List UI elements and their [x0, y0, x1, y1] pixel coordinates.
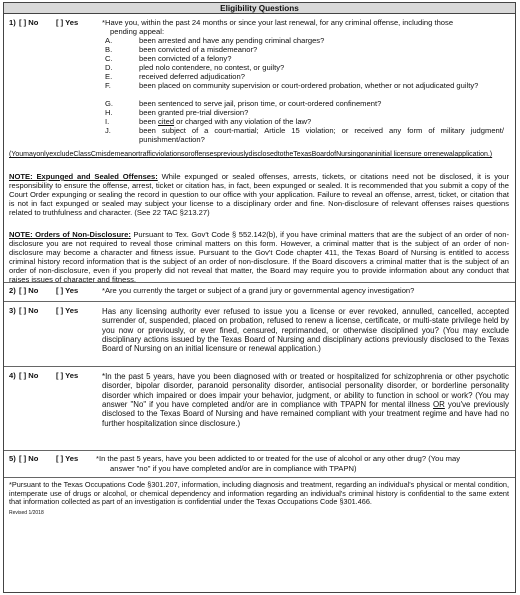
- item-letter: B.: [105, 45, 113, 54]
- item-letter: J.: [105, 126, 111, 135]
- question-1-no-checkbox[interactable]: [ ] No: [19, 18, 39, 27]
- question-2-no-checkbox[interactable]: [ ] No: [19, 286, 39, 295]
- item-text: been convicted of a felony?: [139, 54, 232, 63]
- item-letter: G.: [105, 99, 114, 108]
- item-text: been sentenced to serve jail, prison time, or court-ordered confinement?: [139, 99, 382, 108]
- question-3-no-checkbox[interactable]: [ ] No: [19, 306, 39, 315]
- divider: [4, 366, 515, 367]
- item-letter: E.: [105, 72, 113, 81]
- question-3-yes-checkbox[interactable]: [ ] Yes: [56, 306, 79, 315]
- question-5-text-cont: answer "no" if you have completed and/or are in compliance with TPAPN): [110, 464, 357, 473]
- item-letter: A.: [105, 36, 113, 45]
- item-text: pled nolo contendere, no contest, or guilty?: [139, 63, 285, 72]
- question-5-number: 5): [9, 454, 16, 463]
- item-text: been cited or charged with any violation of the law?: [139, 117, 312, 126]
- question-1-text: *Have you, within the past 24 months or since your last renewal, for any criminal offense, including those: [102, 18, 454, 27]
- item-letter: I.: [105, 117, 110, 126]
- question-1-yes-checkbox[interactable]: [ ] Yes: [56, 18, 79, 27]
- non-disclosure-note: NOTE: Orders of Non-Disclosure: Pursuant to Tex. Gov't Code § 552.142(b), if you have criminal matters that are the subject of an order of non-disclosure you are not required to reveal those criminal matters on this form. However, a criminal matter that is the subject of an order of non-disclosure may become a character and fitness issue. Pursuant to the Gov't Code chapter 411, the Texas Board of Nursing is entitled to access criminal history record information that is the subject of an order of non-disclosure. If the Board discovers a criminal matter that is the subject of an order of non-disclosure, even if you properly did not reveal that matter, the Board may require you to provide information about any conduct that raises issues of character and fitness.: [9, 230, 509, 284]
- question-2-text: *Are you currently the target or subject of a grand jury or governmental agency investigation?: [102, 286, 415, 295]
- divider: [4, 282, 515, 283]
- revision-date: Revised 1/2018: [9, 510, 44, 516]
- confidentiality-footnote: *Pursuant to the Texas Occupations Code §301.207, information, including diagnosis and treatment, regarding an individual's physical or mental condition, intemperate use of drugs or alcohol, or chemical dependency and information regarding an individual's criminal history is confidential to the same extent that information collected as part of an investigation is confidential under the Texas Occupations Code §301.466.: [9, 480, 509, 507]
- question-4-number: 4): [9, 371, 16, 380]
- question-2-yes-checkbox[interactable]: [ ] Yes: [56, 286, 79, 295]
- item-text: been subject of a court-martial; Article 15 violation; or received any form of military judgment/ punishment/action?: [139, 126, 504, 144]
- item-text: been convicted of a misdemeanor?: [139, 45, 258, 54]
- question-2-number: 2): [9, 286, 16, 295]
- item-text: been arrested and have any pending criminal charges?: [139, 36, 325, 45]
- exclusion-note: (YoumayonlyexcludeClassCmisdemeanortrafficviolationsoroffensespreviouslydisclosedtotheTexasBoardofNursingonaninitial licensure orrenewalapplication.): [9, 151, 493, 158]
- item-letter: F.: [105, 81, 111, 90]
- question-4-no-checkbox[interactable]: [ ] No: [19, 371, 39, 380]
- item-letter: C.: [105, 54, 113, 63]
- form-title: Eligibility Questions: [4, 3, 515, 14]
- expunged-note: NOTE: Expunged and Sealed Offenses: While expunged or sealed offenses, arrests, tickets, or citations need not be disclosed, it is your responsibility to ensure the offense, arrest, ticket or citation has, in fact, been expunged or sealed. It is recommended that you submit a copy of the Court Order expunging or sealing the record in question to our office with your application. Failure to reveal an offense, arrest, ticket, or citation that is not in fact expunged or sealed may subject your license to a disciplinary order and fine. Non-disclosure of relevant offenses raises questions related to truthfulness and character. (See 22 TAC §213.27): [9, 172, 509, 217]
- item-letter: H.: [105, 108, 113, 117]
- eligibility-form: [3, 2, 516, 593]
- question-4-text: *In the past 5 years, have you been diagnosed with or treated or hospitalized for schizophrenia or other psychotic disorder, bipolar disorder, paranoid personality disorder, antisocial personality disorder, or borderline personality disorder which impaired or does impair your behavior, judgment, or ability to function in school or work? (You may answer "No" if you have completed and/or are in compliance with TPAPN for mental illness OR you've previously disclosed to the Texas Board of Nursing and have remained compliant with your treatment regime and have had no further hospitalization since disclosure.): [102, 372, 509, 428]
- item-letter: D.: [105, 63, 113, 72]
- item-text: been granted pre-trial diversion?: [139, 108, 249, 117]
- item-text: received deferred adjudication?: [139, 72, 245, 81]
- item-text: been placed on community supervision or court-ordered probation, whether or not adjudicated guilty?: [139, 81, 479, 90]
- question-4-yes-checkbox[interactable]: [ ] Yes: [56, 371, 79, 380]
- divider: [4, 477, 515, 478]
- divider: [4, 301, 515, 302]
- question-1-number: 1): [9, 18, 16, 27]
- question-5-text: *In the past 5 years, have you been addicted to or treated for the use of alcohol or any other drug? (You may: [96, 454, 461, 463]
- question-5-no-checkbox[interactable]: [ ] No: [19, 454, 39, 463]
- divider: [4, 450, 515, 451]
- question-3-text: Has any licensing authority ever refused to issue you a license or ever revoked, annulled, cancelled, accepted surrender of, suspended, placed on probation, refused to renew a license, certificate, or multi-state privilege held by you now or previously, or ever fined, censured, reprimanded, or otherwise disciplined you? (You may exclude disciplinary actions issued by the Texas Board of Nursing and disciplinary actions previously disclosed to the Texas Board of Nursing on an initial licensure or renewal application.): [102, 307, 509, 354]
- question-3-number: 3): [9, 306, 16, 315]
- question-5-yes-checkbox[interactable]: [ ] Yes: [56, 454, 79, 463]
- question-1-text-cont: pending appeal:: [110, 27, 165, 36]
